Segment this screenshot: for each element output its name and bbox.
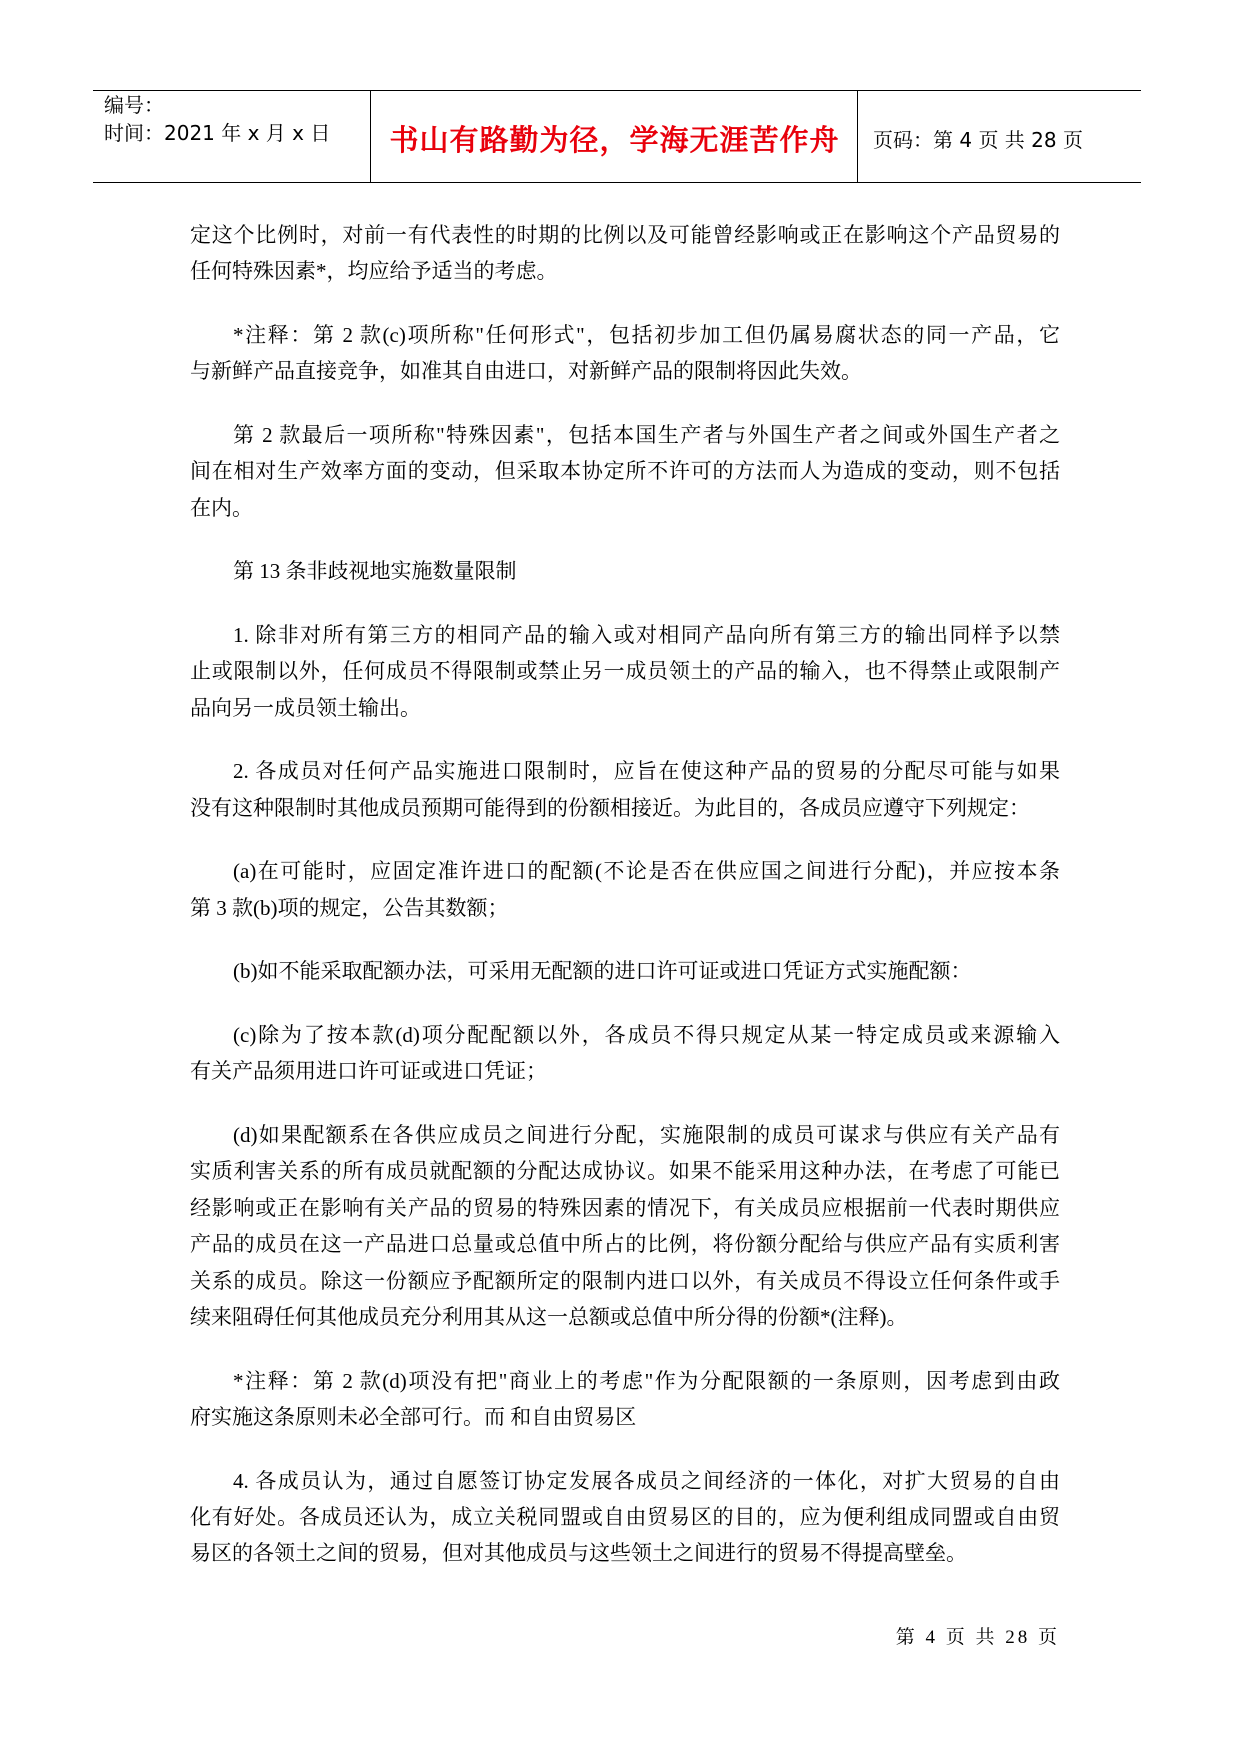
paragraph (190, 1463, 1060, 1572)
paragraph (190, 417, 1060, 526)
text-line: 2. 各成员对任何产品实施进口限制时，应旨在使这种产品的贸易的分配尽可能与如果 (233, 759, 1060, 784)
text-line: 产品的成员在这一产品进口总量或总值中所占的比例，将份额分配给与供应产品有实质利害 (190, 1232, 1060, 1257)
footnote-paragraph (190, 1363, 1060, 1436)
list-item (190, 853, 1060, 926)
footnote-paragraph (190, 317, 1060, 390)
text-line: 没有这种限制时其他成员预期可能得到的份额相接近。为此目的，各成员应遵守下列规定： (190, 795, 1030, 820)
header-page-indicator: 页码：第 4 页 共 28 页 (873, 128, 1083, 152)
list-item (190, 1017, 1060, 1090)
text-line: (c)除为了按本款(d)项分配配额以外，各成员不得只规定从某一特定成员或来源输入 (233, 1023, 1060, 1047)
header-motto: 书山有路勤为径，学海无涯苦作舟 (389, 123, 840, 157)
text-line: *注释：第 2 款(d)项没有把"商业上的考虑"作为分配限额的一条原则，因考虑到由政 (233, 1368, 1060, 1393)
list-item (190, 953, 1060, 989)
text-line: 第 2 款最后一项所称"特殊因素"，包括本国生产者与外国生产者之间或外国生产者之 (233, 423, 1060, 447)
text-line: 续来阻碍任何其他成员充分利用其从这一总额或总值中所分得的份额*(注释)。 (190, 1305, 908, 1330)
text-line: *注释：第 2 款(c)项所称"任何形式"，包括初步加工但仍属易腐状态的同一产品，它 (233, 323, 1060, 347)
header-meta-cell (93, 91, 370, 182)
text-line: 第 3 款(b)项的规定，公告其数额； (190, 895, 509, 920)
text-line: 与新鲜产品直接竞争，如准其自由进口，对新鲜产品的限制将因此失效。 (190, 359, 862, 384)
text-line: 任何特殊因素*，均应给予适当的考虑。 (190, 259, 558, 284)
page-header (93, 90, 1141, 183)
text-line: 有关产品须用进口许可证或进口凭证； (190, 1059, 547, 1084)
text-line: 止或限制以外，任何成员不得限制或禁止另一成员领土的产品的输入，也不得禁止或限制产 (190, 659, 1060, 684)
text-line: 4. 各成员认为，通过自愿签订协定发展各成员之间经济的一体化，对扩大贸易的自由 (233, 1468, 1060, 1493)
text-line: 化有好处。各成员还认为，成立关税同盟或自由贸易区的目的，应为便利组成同盟或自由贸 (190, 1505, 1060, 1530)
paragraph (190, 617, 1060, 726)
text-line: (b)如不能采取配额办法，可采用无配额的进口许可证或进口凭证方式实施配额： (233, 959, 972, 984)
header-page-cell (857, 91, 1141, 182)
list-item (190, 1117, 1060, 1335)
text-line: (d)如果配额系在各供应成员之间进行分配，实施限制的成员可谋求与供应有关产品有 (233, 1123, 1060, 1147)
text-line: 府实施这条原则未必全部可行。而 和自由贸易区 (190, 1405, 637, 1430)
text-line: 实质利害关系的所有成员就配额的分配达成协议。如果不能采用这种办法，在考虑了可能已 (190, 1159, 1060, 1184)
text-line: 在内。 (190, 495, 253, 520)
text-line: 间在相对生产效率方面的变动，但采取本协定所不许可的方法而人为造成的变动，则不包括 (190, 459, 1060, 484)
text-line: 1. 除非对所有第三方的相同产品的输入或对相同产品向所有第三方的输出同样予以禁 (233, 623, 1060, 647)
document-body (190, 217, 1060, 1599)
text-line: 定这个比例时，对前一有代表性的时期的比例以及可能曾经影响或正在影响这个产品贸易的 (190, 223, 1060, 247)
text-line: 经影响或正在影响有关产品的贸易的特殊因素的情况下，有关成员应根据前一代表时期供应 (190, 1195, 1060, 1220)
text-line: 关系的成员。除这一份额应予配额所定的限制内进口以外，有关成员不得设立任何条件或手 (190, 1268, 1060, 1293)
article-heading (190, 553, 1060, 589)
document-date-label: 时间：2021 年 x 月 x 日 (104, 121, 331, 145)
text-line: (a)在可能时，应固定准许进口的配额(不论是否在供应国之间进行分配)，并应按本条 (233, 859, 1060, 884)
paragraph (190, 753, 1060, 826)
paragraph (190, 217, 1060, 290)
text-line: 第 13 条非歧视地实施数量限制 (233, 559, 517, 584)
text-line: 易区的各领土之间的贸易，但对其他成员与这些领土之间进行的贸易不得提高壁垒。 (190, 1541, 967, 1566)
document-number-label: 编号： (104, 93, 164, 117)
text-line: 品向另一成员领土输出。 (190, 695, 421, 720)
header-motto-cell (370, 91, 858, 182)
page-footer-number: 第 4 页 共 28 页 (895, 1627, 1060, 1648)
